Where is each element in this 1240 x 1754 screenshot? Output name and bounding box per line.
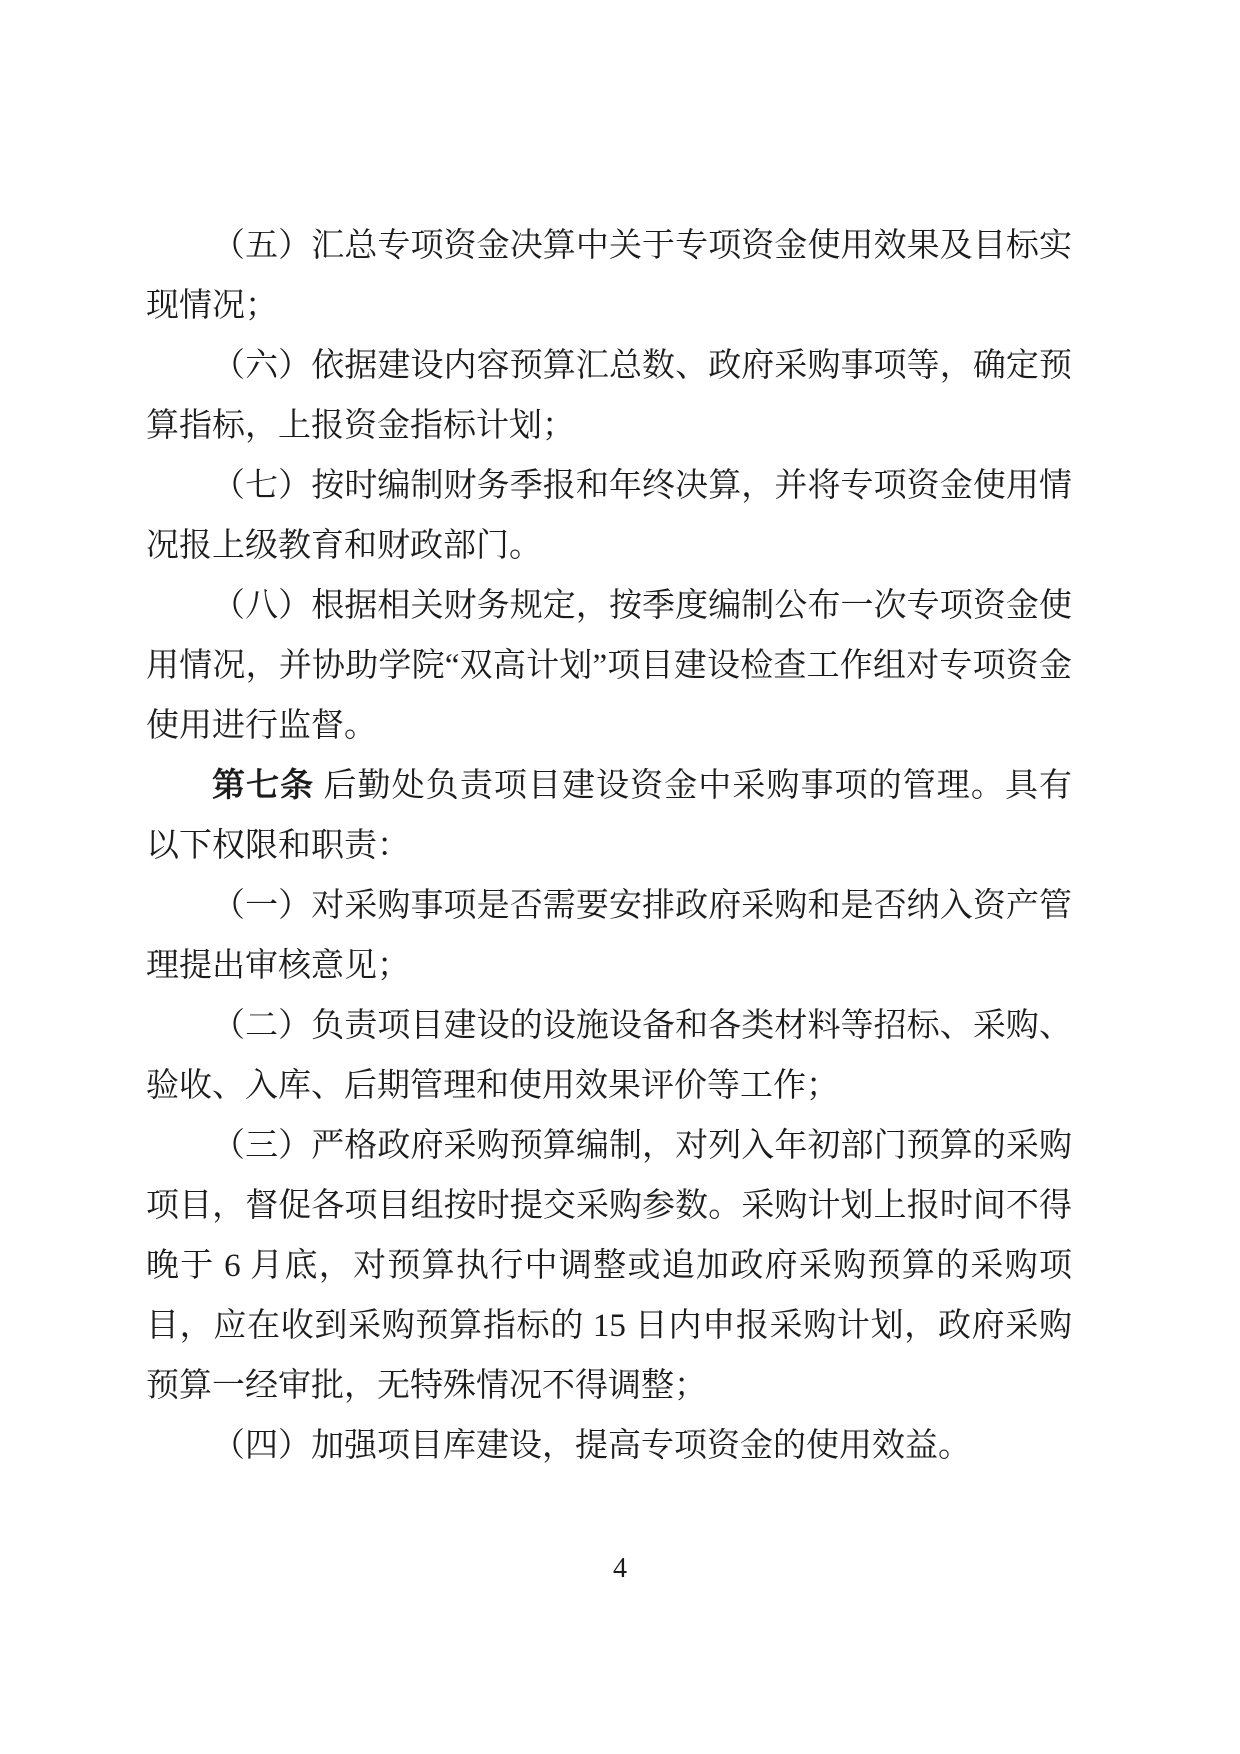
paragraph-item-7: （七）按时编制财务季报和年终决算，并将专项资金使用情况报上级教育和财政部门。 xyxy=(146,468,1072,564)
page-number: 4 xyxy=(613,1553,627,1584)
article-7-number: 第七条 xyxy=(212,768,315,804)
article-7-text: 后勤处负责项目建设资金中采购事项的管理。具有以下权限和职责： xyxy=(146,768,1073,864)
paragraph-item-6: （六）依据建设内容预算汇总数、政府采购事项等，确定预算指标，上报资金指标计划； xyxy=(146,348,1072,444)
paragraph-article-7 xyxy=(146,756,1072,876)
paragraph-item-2: （二）负责项目建设的设施设备和各类材料等招标、采购、验收、入库、后期管理和使用效果评价等工作； xyxy=(146,1008,1072,1104)
paragraph-item-1: （一）对采购事项是否需要安排政府采购和是否纳入资产管理提出审核意见； xyxy=(146,888,1072,984)
paragraph-item-3: （三）严格政府采购预算编制，对列入年初部门预算的采购项目，督促各项目组按时提交采购参数。采购计划上报时间不得晚于 6 月底，对预算执行中调整或追加政府采购预算的采购项目，应在收到采购预算指标的 15 日内申报采购计划，政府采购预算一经审批，无特殊情况不得调整； xyxy=(146,1128,1072,1404)
document-body xyxy=(146,216,1072,1476)
paragraph-item-4: （四）加强项目库建设，提高专项资金的使用效益。 xyxy=(212,1428,971,1464)
paragraph-item-5: （五）汇总专项资金决算中关于专项资金使用效果及目标实现情况； xyxy=(146,228,1072,324)
paragraph-item-8: （八）根据相关财务规定，按季度编制公布一次专项资金使用情况，并协助学院“双高计划”项目建设检查工作组对专项资金使用进行监督。 xyxy=(146,588,1072,744)
